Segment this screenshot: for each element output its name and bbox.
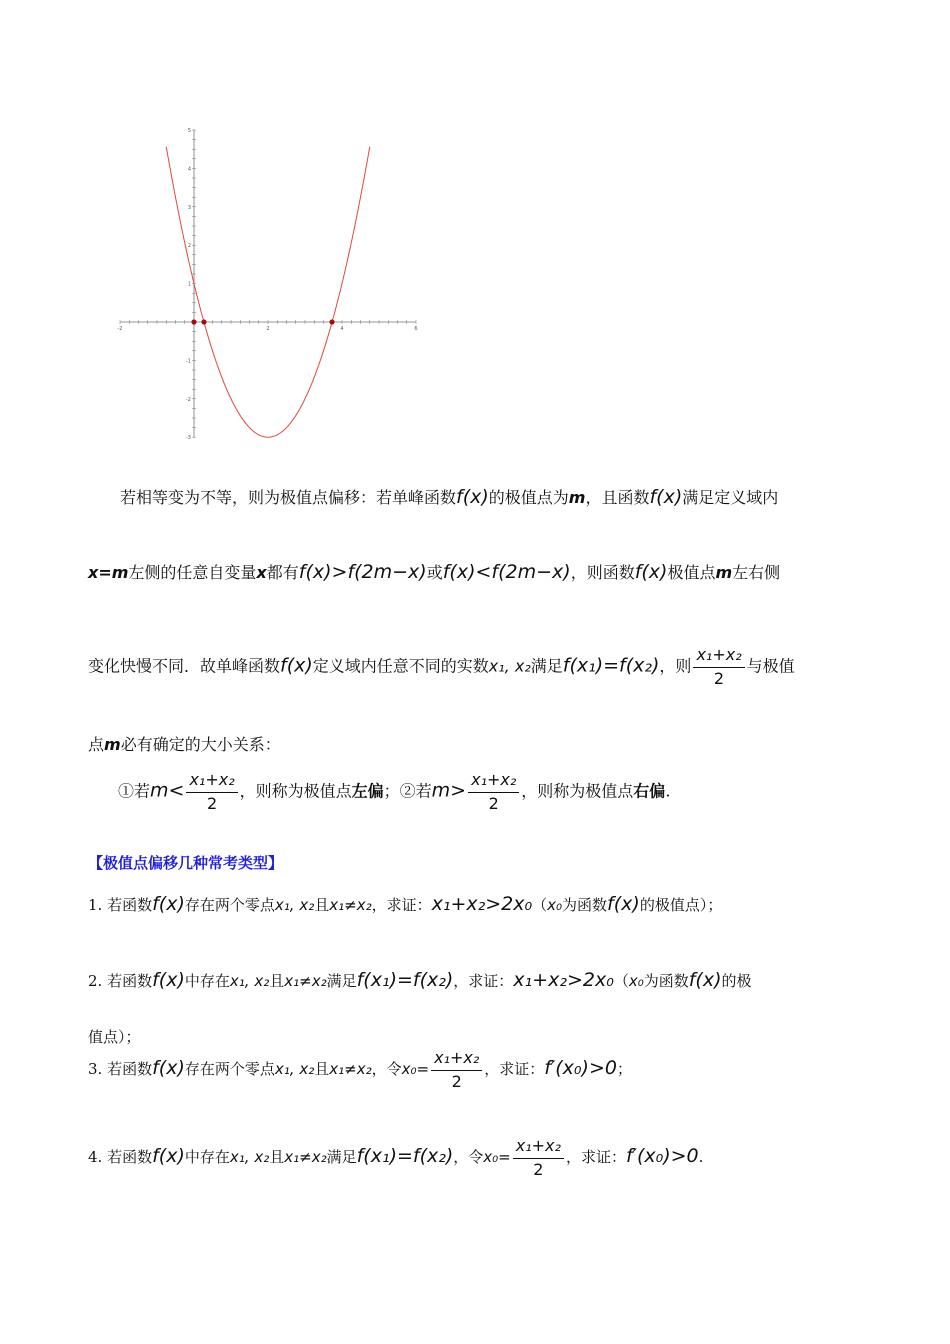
math-not-equal: x₁≠x₂ — [329, 1060, 372, 1078]
math-fx: f(x) — [152, 893, 185, 915]
text: 左侧的任意自变量 — [128, 563, 257, 582]
text: 左右侧 — [732, 563, 781, 582]
text: 若函数 — [107, 972, 153, 990]
math-x0-def: x₀= — [401, 1060, 430, 1078]
text: 中存在 — [184, 972, 230, 990]
text: 极值点 — [667, 563, 716, 582]
fraction-denominator: 2 — [451, 1072, 462, 1091]
math-x-equals-m: x=m — [88, 563, 129, 582]
text: （ — [532, 896, 548, 914]
math-goal: f′(x₀)>0 — [625, 1145, 699, 1167]
math-x1-x2: x₁, x₂ — [274, 896, 315, 914]
text: ，求证： — [565, 1148, 626, 1166]
text: ，则称为极值点 — [521, 781, 634, 801]
text: 满足 — [326, 972, 357, 990]
math-x1-x2: x₁, x₂ — [274, 1060, 315, 1078]
text: 且 — [269, 1148, 285, 1166]
list-item-3 — [88, 1048, 868, 1092]
math-fx: f(x) — [152, 1145, 185, 1167]
paragraph-relation — [88, 645, 868, 689]
math-x0: x₀ — [628, 972, 644, 990]
y-tick-label: 1 — [187, 281, 191, 288]
text: 且 — [314, 896, 330, 914]
text: ①若 — [118, 781, 151, 801]
text: 或 — [426, 563, 443, 582]
data-point — [201, 319, 206, 324]
y-tick-label: 2 — [187, 243, 191, 250]
text: 且 — [314, 1060, 330, 1078]
math-not-equal: x₁≠x₂ — [284, 1148, 327, 1166]
text: ，则 — [659, 656, 692, 676]
text: 若函数 — [107, 1060, 153, 1078]
fraction-denominator: 2 — [206, 794, 218, 813]
math-equality: f(x₁)=f(x₂) — [356, 1145, 454, 1167]
text: ，令 — [371, 1060, 402, 1078]
data-point — [329, 319, 334, 324]
text: 若函数 — [107, 1148, 153, 1166]
text: ，求证： — [484, 1060, 545, 1078]
math-goal: x₁+x₂>2x₀ — [513, 969, 614, 991]
text: . — [665, 781, 671, 801]
section-heading: 【极值点偏移几种常考类型】 — [88, 854, 284, 872]
item-number: 4. — [88, 1148, 103, 1166]
text: 必有确定的大小关系： — [120, 735, 281, 754]
text: 定义域内任意不同的实数 — [312, 656, 489, 676]
text: 满足定义域内 — [682, 488, 779, 507]
paragraph-relation-cont — [88, 734, 868, 756]
paragraph-cases — [118, 770, 898, 814]
text: ，则函数 — [570, 563, 635, 582]
math-inequality-1: f(x)>f(2m−x) — [298, 561, 427, 583]
math-inequality-2: f(x)<f(2m−x) — [442, 561, 571, 583]
graph-ticks — [118, 128, 418, 441]
text: 存在两个零点 — [184, 1060, 275, 1078]
text: 为函数 — [643, 972, 689, 990]
math-x0: x₀ — [547, 896, 563, 914]
text: 与极值 — [746, 656, 795, 676]
text: 中存在 — [184, 1148, 230, 1166]
item-number: 1. — [88, 896, 103, 914]
list-item-1 — [88, 893, 868, 916]
math-x1-x2: x₁, x₂ — [229, 1148, 270, 1166]
x-tick-label: 2 — [266, 326, 270, 332]
item-number: 2. — [88, 972, 103, 990]
x-tick-label: 4 — [340, 326, 344, 332]
text: . — [698, 1148, 704, 1166]
term-right-shift: 右偏 — [633, 781, 666, 801]
text: 的极值点为 — [488, 488, 569, 507]
math-fx: f(x) — [152, 1057, 185, 1079]
fraction-midpoint — [693, 645, 744, 689]
fraction-denominator: 2 — [488, 794, 499, 813]
math-not-equal: x₁≠x₂ — [329, 896, 372, 914]
math-m-less: m< — [150, 779, 185, 802]
text: 值点）； — [88, 1028, 141, 1046]
math-x1-x2: x₁, x₂ — [488, 656, 531, 676]
text: 若函数 — [107, 896, 153, 914]
paragraph-inequality — [88, 561, 868, 584]
text: ，求证： — [453, 972, 514, 990]
text: 点 — [88, 735, 105, 754]
paragraph-definition — [88, 486, 868, 509]
graph-axes — [117, 130, 416, 437]
text: 满足 — [530, 656, 563, 676]
math-x0-def: x₀= — [483, 1148, 511, 1166]
text: 都有 — [266, 563, 299, 582]
math-not-equal: x₁≠x₂ — [284, 972, 327, 990]
fraction-numerator: x₁+x₂ — [468, 770, 519, 793]
text: ，令 — [453, 1148, 484, 1166]
x-tick-label: 6 — [414, 326, 418, 332]
text: ；②若 — [383, 781, 432, 801]
fraction-numerator: x₁+x₂ — [693, 645, 744, 668]
math-fx: f(x) — [634, 561, 668, 583]
fraction-numerator: x₁+x₂ — [513, 1136, 564, 1159]
math-m: m — [104, 735, 121, 754]
text: 为函数 — [562, 896, 608, 914]
text: （ — [613, 972, 629, 990]
math-m-greater: m> — [431, 779, 467, 802]
math-fx: f(x) — [152, 969, 185, 991]
text: 的极值点）； — [639, 896, 723, 914]
text: 若相等变为不等，则为极值点偏移：若单峰函数 — [120, 488, 457, 507]
fraction-numerator: x₁+x₂ — [431, 1048, 482, 1071]
fraction-midpoint — [186, 770, 237, 814]
math-goal: f′(x₀)>0 — [544, 1057, 617, 1079]
y-tick-label: -1 — [186, 358, 191, 365]
x-tick-label: -2 — [117, 326, 123, 332]
text: ； — [616, 1060, 632, 1078]
text: 存在两个零点 — [184, 896, 275, 914]
math-goal: x₁+x₂>2x₀ — [431, 893, 533, 915]
text: 且 — [269, 972, 285, 990]
fraction-midpoint — [468, 770, 519, 814]
math-equality: f(x₁)=f(x₂) — [562, 654, 660, 677]
y-tick-label: 4 — [187, 166, 191, 173]
y-tick-label: 5 — [187, 128, 191, 134]
parabola-graph — [110, 120, 430, 455]
fraction-midpoint — [513, 1136, 564, 1180]
item-number: 3. — [88, 1060, 103, 1078]
fraction-numerator: x₁+x₂ — [186, 770, 237, 793]
list-item-4 — [88, 1136, 868, 1180]
math-m: m — [715, 563, 733, 582]
data-point — [191, 319, 196, 324]
term-left-shift: 左偏 — [351, 781, 384, 801]
math-fx: f(x) — [280, 654, 313, 677]
y-tick-label: 3 — [187, 204, 191, 211]
y-tick-label: -3 — [186, 435, 191, 442]
math-fx: f(x) — [688, 969, 722, 991]
math-x1-x2: x₁, x₂ — [229, 972, 270, 990]
fraction-denominator: 2 — [713, 669, 725, 688]
text: ，求证： — [371, 896, 432, 914]
math-fx: f(x) — [649, 486, 683, 508]
parabola-curve — [166, 147, 370, 437]
text: 变化快慢不同．故单峰函数 — [88, 656, 281, 676]
math-m: m — [568, 488, 586, 507]
text: ，且函数 — [585, 488, 650, 507]
text: 的极 — [721, 972, 752, 990]
math-x: x — [256, 563, 267, 582]
math-fx: f(x) — [607, 893, 640, 915]
fraction-midpoint — [431, 1048, 482, 1092]
math-equality: f(x₁)=f(x₂) — [356, 969, 454, 991]
text: 满足 — [326, 1148, 357, 1166]
text: ，则称为极值点 — [239, 781, 352, 801]
y-tick-label: -2 — [186, 396, 191, 403]
fraction-denominator: 2 — [533, 1160, 544, 1179]
math-fx: f(x) — [456, 486, 489, 508]
